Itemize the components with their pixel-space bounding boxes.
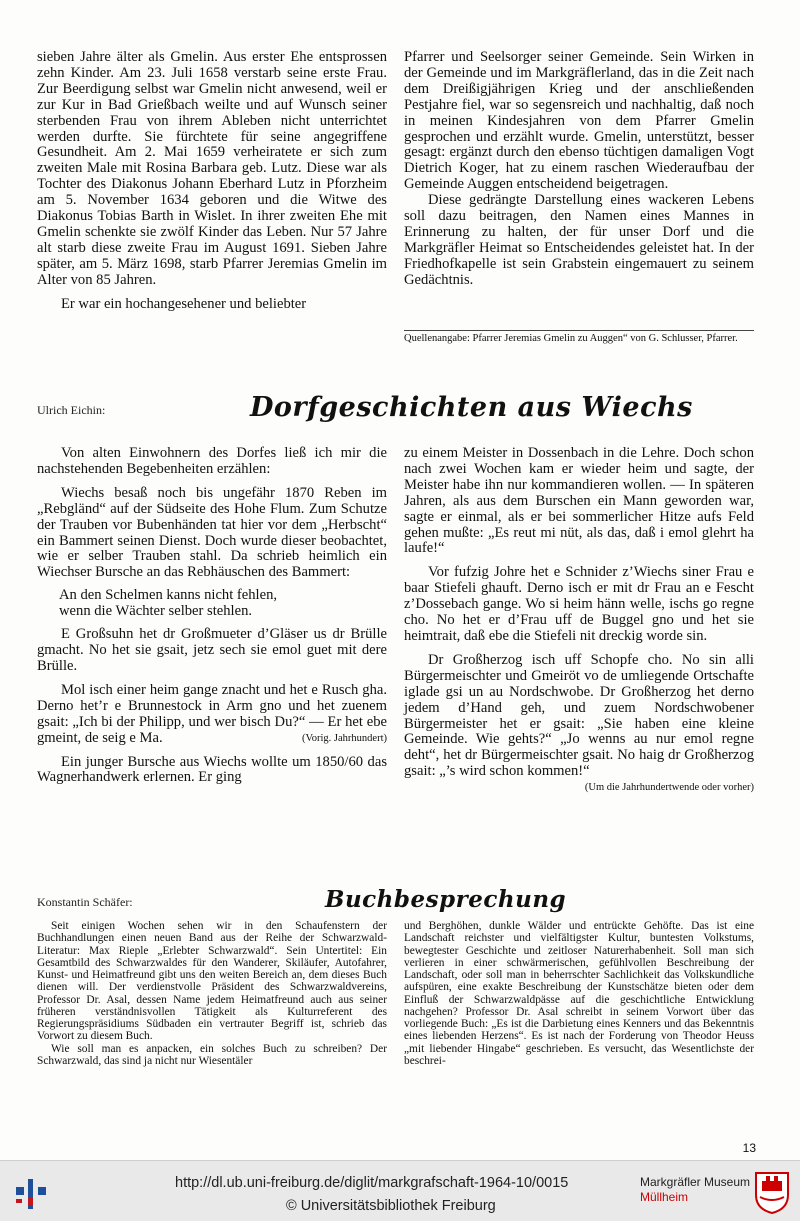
article2-paragraph: E Großsuhn het dr Großmueter d’Gläser us dr Brülle gmacht. No het sie gsait, jetz sech sie emol guet mit dere Brülle. bbox=[37, 626, 387, 675]
verse-line: wenn die Wächter selber stehlen. bbox=[59, 603, 253, 620]
article3-paragraph: und Berghöhen, dunkle Wälder und entrückte Gehöfte. Das ist eine Landschaft reichster und vielfältigster Kultur, buntesten Volkstums, bewegtester Geschichte und zeitloser Naturerhabenheit. Soll man sich verlieren in einer schwärmerischen, gefühlvollen Beschreibung der Landschaft, oder soll man in beherrschter Sachlichkeit das Volkskundliche aufspüren, eine exakte Beschreibung der Kunstschätze bieten oder dem Einfluß der Schwarzwaldpässe auf die geschichtliche Entwicklung nachgehen? Professor Dr. Asal schreibt in seinem Vorwort über das vorliegende Buch: „Es ist die Darbietung eines Kenners und das Bekenntnis eines liebenden Herzens“. Es ist nach der Forderung von Theodor Heuss „mit liebender Hingabe“ geschrieben. Es versucht, das Wesentlichste der beschrei- bbox=[404, 920, 754, 1067]
article1-right-paragraph: Pfarrer und Seelsorger seiner Gemeinde. Sein Wirken in der Gemeinde und im Markgräflerland, das in die Zeit nach dem Dreißigjährigen Krieg und der anschließenden Pestjahre fiel, war so segensreich und nachhaltig, daß noch in meinen Kindesjahren von dem Pfarrer Gmelin gesprochen und erzählt wurde. Gmelin, unterstützt, besser gesagt: ergänzt durch den ebenso tüchtigen damaligen Vogt Dietrich Koger, hat zu einem raschen Wiederaufbau der Gemeinde Auggen entscheidend beigetragen. bbox=[404, 49, 754, 193]
verse bbox=[37, 587, 387, 619]
story-source: (Um die Jahrhundertwende oder vorher) bbox=[584, 782, 754, 794]
article3-title: Buchbesprechung bbox=[325, 886, 567, 913]
museum-label bbox=[640, 1175, 750, 1205]
university-library-logo-icon bbox=[12, 1173, 52, 1213]
article2-paragraph: zu einem Meister in Dossenbach in die Lehre. Doch schon nach zwei Wochen kam er wieder heim und sagte, der Meister habe ihn nur kommandieren wollen. — In späteren Jahren, als aus dem Burschen ein Mann geworden war, sagte er einmal, als er bei sommerlicher Hitze aufs Feld gehen mußte: „Es reut mi nüt, als das, daß i emol glehrt ha laufe!“ bbox=[404, 445, 754, 557]
article2-paragraph: Vor fufzig Johre het e Schnider z’Wiechs siner Frau e baar Stiefeli ghauft. Derno isch er mit dr Frau an e Fescht z’Dossebach gange. Wo si heim hänn welle, ischs go regne cho. No het er d’Frau uff de Buggel gno und het sie heimtrait, daß ebe die Stiefeli nit dreckig worde sin. bbox=[404, 564, 754, 644]
article1-right-column bbox=[404, 50, 754, 289]
article2-paragraph: Ein junger Bursche aus Wiechs wollte um 1850/60 das Wagnerhandwerk erlernen. Er ging bbox=[37, 753, 387, 786]
article3-paragraph: Seit einigen Wochen sehen wir in den Schaufenstern der Buchhandlungen einen neuen Band aus der Reihe der Schwarzwald-Literatur: Max Rieple „Erlebter Schwarzwald“. Sein Untertitel: Ein Gesamtbild des Schwarzwaldes für den Wanderer, Skiläufer, Autofahrer, Kunst- und Heimatfreund gibt uns den weiten Bereich an, dem dieses Buch dienen will. Der verdienstvolle Präsident des Schwarzwaldvereins, Professor Dr. Asal, dessen Name jedem Heimatfreund auch aus seiner früheren verständnisvollen Tätigkeit als Kulturreferent des Regierungspräsidiums Südbaden ein vertrauter Begriff ist, schrieb das Vorwort zu diesem Buch. bbox=[37, 920, 387, 1043]
source-note: Quellenangabe: Pfarrer Jeremias Gmelin zu Auggen“ von G. Schlusser, Pfarrer. bbox=[404, 330, 754, 346]
article2-title: Dorfgeschichten aus Wiechs bbox=[250, 392, 693, 423]
article2-author: Ulrich Eichin: bbox=[37, 403, 106, 417]
museum-name: Markgräfler Museum bbox=[640, 1175, 751, 1189]
article1-left-column bbox=[37, 50, 387, 313]
article2-paragraph: Dr Großherzog isch uff Schopfe cho. No sin alli Bürgermeischter und Gmeiröt vo de umliegende Ortschafte iglade gsi un au Nordschwobe. Dr Großherzog het derno jedem d’Hand geh, und zuem Nordschwobener Bürgermeister het er gsait: „Sie haben eine kleine Gemeinde. Wie gehts?“ „Jo wenns au nur emol regne deht“, het dr Bürgermeischter gsait. No haig dr Großherzog gsait: „’s wird schon kommen!“ bbox=[404, 651, 754, 780]
article3-author: Konstantin Schäfer: bbox=[37, 895, 133, 909]
document-url[interactable]: http://dl.ub.uni-freiburg.de/diglit/markgrafschaft-1964-10/0015 bbox=[175, 1175, 569, 1191]
story-source: (Vorig. Jahrhundert) bbox=[302, 732, 387, 744]
copyright: © Universitätsbibliothek Freiburg bbox=[286, 1198, 496, 1214]
article1-left-paragraph: Er war ein hochangesehener und beliebter bbox=[61, 295, 307, 312]
museum-city: Müllheim bbox=[640, 1190, 689, 1204]
viewer-footer bbox=[0, 1160, 800, 1221]
article2-left-column bbox=[37, 446, 387, 786]
article1-left-paragraph: sieben Jahre älter als Gmelin. Aus erster Ehe entsprossen zehn Kinder. Am 23. Juli 1658 verstarb seine erste Frau. Zur Beerdigung selbst war Gmelin nicht anwesend, weil er zur Kur in Bad Grießbach weilte und auf Wunsch seiner sterbenden Frau von ihrem Ableben nicht unterrichtet werden durfte. Sie fürchtete für seine angegriffene Gesundheit. Am 2. Mai 1659 verheiratete er sich zum zweiten Male mit Rosina Barbara geb. Lutz. Diese war als Tochter des Diakonus Johann Eberhard Lutz in Pforzheim am 5. November 1634 geboren und die Witwe des Diakonus Tobias Barth in Wislet. In ihrer zweiten Ehe mit Gmelin schenkte sie zwölf Kinder das Leben. Nur 57 Jahre alt starb diese zweite Frau im August 1691. Sieben Jahre später, am 5. März 1698, starb Pfarrer Jeremias Gmelin im Alter von 85 Jahren. bbox=[37, 49, 387, 288]
article2-paragraph: Mol isch einer heim gange znacht und het e Rusch gha. Derno het’r e Brunnestock in Arm gno und het zuenem gsait: „Ich bi der Philipp, und wer bisch Du?“ — Er het ebe gmeint, de seig e Ma. bbox=[37, 681, 387, 746]
page-number: 13 bbox=[742, 1141, 756, 1155]
article3-right-column bbox=[404, 920, 754, 1067]
article3-paragraph: Wie soll man es anpacken, ein solches Buch zu schreiben? Der Schwarzwald, das sind ja nicht nur Wiesentäler bbox=[37, 1042, 387, 1067]
verse-line: An den Schelmen kanns nicht fehlen, bbox=[59, 587, 278, 604]
article3-left-column bbox=[37, 920, 387, 1067]
article2-paragraph: Von alten Einwohnern des Dorfes ließ ich mir die nachstehenden Begebenheiten erzählen: bbox=[37, 445, 387, 477]
article2-right-column bbox=[404, 446, 754, 796]
article2-paragraph: Wiechs besaß noch bis ungefähr 1870 Reben im „Rebgländ“ auf der Südseite des Hohe Flum. Zum Schutze der Trauben vor Bubenhänden tat hier vor dem „Herbscht“ ein Bammert seinen Dienst. Doch wurde dieser beobachtet, wie er selber Trauben stahl. Da schrieb heimlich ein Wiechser Bursche an das Rebhäuschen des Bammert: bbox=[37, 484, 387, 581]
museum-crest-icon bbox=[752, 1169, 792, 1215]
article1-right-paragraph: Diese gedrängte Darstellung eines wackeren Lebens soll dazu beitragen, den Namen eines Mannes in Erinnerung zu halten, der für unser Dorf und die Markgräfler Heimat so Entscheidendes geleistet hat. In der Friedhofkapelle ist sein Grabstein eingemauert zu seinem Gedächtnis. bbox=[404, 192, 754, 288]
